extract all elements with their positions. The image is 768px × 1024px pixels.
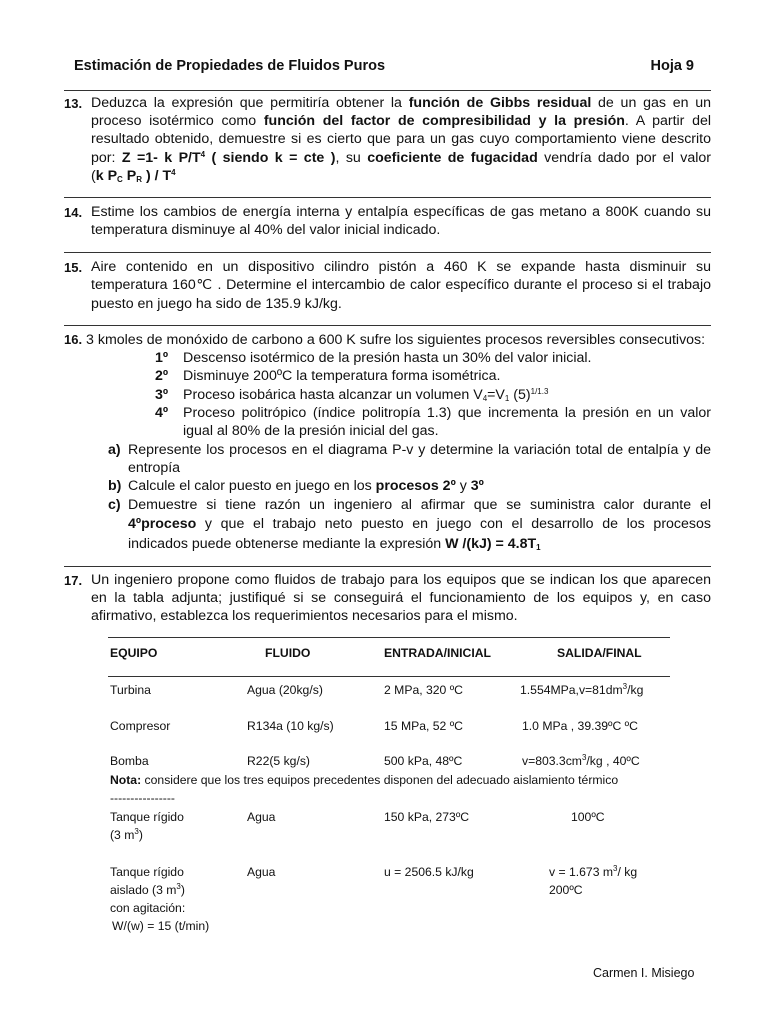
q16-step-2-number: 2º (155, 368, 169, 384)
table-row-1-entrada: 2 MPa, 320 ºC (384, 683, 463, 697)
q15-line-3: puesto en juego ha sido de 135.9 kJ/kg. (91, 296, 342, 312)
q14-number: 14. (64, 205, 83, 220)
table-header-rule (108, 676, 670, 677)
q14-line-2: temperatura disminuye al 40% del valor inicial indicado. (91, 222, 441, 238)
q13-line-1: Deduzca la expresión que permitiría obtener la función de Gibbs residual de un gas en un (91, 95, 711, 111)
rule-15 (64, 325, 711, 326)
table-dashes: ---------------- (110, 791, 175, 805)
table-row-4-equipo-line-1: Tanque rígido (110, 810, 184, 824)
page-header (74, 58, 694, 78)
q16-step-4-line-1: Proceso politrópico (índice politropía 1.3) que incrementa la presión en un valor (183, 405, 711, 421)
q17-line-2: en la tabla adjunta; justifiqué si se conseguirá el funcionamiento de los equipos y, en caso (91, 590, 711, 606)
q15-number: 15. (64, 260, 83, 275)
q16-step-2: Disminuye 200ºC la temperatura forma isométrica. (183, 368, 501, 384)
q16-step-1: Descenso isotérmico de la presión hasta un 30% del valor inicial. (183, 350, 592, 366)
q16-c-line-2: 4ºproceso y que el trabajo neto puesto en juego con el desarrollo de los procesos (128, 516, 711, 532)
q16-step-3: Proceso isobárica hasta alcanzar un volumen $V_4=V_1$ $(5)^{1/1.3}$ (183, 387, 549, 403)
table-row-5-equipo-line-1: Tanque rígido (110, 865, 184, 879)
table-row-4-salida: 100ºC (571, 810, 605, 824)
col-header-fluido: FLUIDO (265, 646, 311, 660)
q16-a-line-1: Represente los procesos en el diagrama P-v y determine la variación total de entalpía y de (128, 442, 711, 458)
table-row-4-equipo-line-2: (3 $m^3$) (110, 827, 143, 842)
table-row-1-equipo: Turbina (110, 683, 151, 697)
table-row-4-fluido: Agua (247, 810, 276, 824)
q16-step-3-number: 3º (155, 387, 169, 403)
header-rule (64, 90, 711, 91)
table-row-3-entrada: 500 kPa, 48ºC (384, 754, 463, 768)
rule-16 (64, 566, 711, 567)
table-row-5-salida-line-1: v = 1.673 $m^3/$ kg (549, 864, 638, 879)
col-header-equipo: EQUIPO (110, 646, 158, 660)
table-row-2-entrada: 15 MPa, 52 ºC (384, 719, 463, 733)
rule-13 (64, 197, 711, 198)
q13-line-4: por: Z =1- k $P/T^4$ ( siendo k = cte ), su coeficiente de fugacidad vendría dado por el valor (91, 150, 712, 166)
table-row-2-fluido: R134a (10 kg/s) (247, 719, 334, 733)
col-header-salida: SALIDA/FINAL (557, 646, 642, 660)
q16-a-line-2: entropía (128, 460, 181, 476)
q16-c-line-1: Demuestre si tiene razón un ingeniero al afirmar que se suministra calor durante el (128, 497, 711, 513)
q15-line-1: Aire contenido en un dispositivo cilindro pistón a 460 K se expande hasta disminuir su (91, 259, 711, 275)
q16-intro: 16. 3 kmoles de monóxido de carbono a 600 K sufre los siguientes procesos reversibles consecutivos: (64, 332, 706, 348)
col-header-entrada: ENTRADA/INICIAL (384, 646, 491, 660)
q16-step-1-number: 1º (155, 350, 169, 366)
table-row-3-equipo: Bomba (110, 754, 149, 768)
table-top-rule (108, 637, 670, 638)
q16-b-label: b) (108, 478, 122, 494)
document-title: Estimación de Propiedades de Fluidos Puros (74, 58, 386, 74)
table-row-1-fluido: Agua (20kg/s) (247, 683, 323, 697)
q16-step-4-number: 4º (155, 405, 169, 421)
table-row-5-entrada: u = 2506.5 kJ/kg (384, 865, 474, 879)
sheet-number: Hoja 9 (650, 58, 694, 74)
table-row-5-equipo-line-4: W/(w) = 15 (t/min) (112, 919, 210, 933)
q17-line-3: afirmativo, establezca los requerimientos necesarios para el mismo. (91, 608, 518, 624)
table-row-3-fluido: R22(5 kg/s) (247, 754, 310, 768)
table-row-5-equipo-line-3: con agitación: (110, 901, 186, 915)
table-note: Nota: considere que los tres equipos precedentes disponen del adecuado aislamiento térmico (110, 773, 619, 787)
q16-c-line-3: indicados puede obtenerse mediante la expresión W $/(kJ) = 4.8T_1$ (128, 536, 541, 552)
table-row-5-equipo-line-2: aislado (3 $m^3$) (110, 882, 185, 897)
q15-line-2: temperatura 160℃ . Determine el intercambio de calor específico durante el proceso si el trabajo (91, 277, 711, 293)
table-row-4-entrada: 150 kPa, 273ºC (384, 810, 470, 824)
q14-line-1: Estime los cambios de energía interna y entalpía específicas de gas metano a 800K cuando su (91, 204, 711, 220)
q13-number: 13. (64, 96, 83, 111)
q13-line-3: resultado obtenido, demuestre si es cierto que para un gas cuyo comportamiento viene descrito (91, 131, 711, 147)
table-row-1-salida: $1.554MPa,v=81dm^3/kg$ (520, 682, 644, 697)
q16-b-line: Calcule el calor puesto en juego en los procesos 2º y 3º (128, 478, 484, 494)
footer-author: Carmen I. Misiego (593, 966, 695, 980)
table-row-5-fluido: Agua (247, 865, 276, 879)
q16-step-4-line-2: igual al 80% de la presión inicial del gas. (183, 423, 439, 439)
table-row-2-equipo: Compresor (110, 719, 171, 733)
table-row-3-salida: $v=803.3cm^3/kg$ , 40ºC (522, 753, 640, 768)
q16-c-label: c) (108, 497, 121, 513)
q17-number: 17. (64, 573, 83, 588)
q13-line-2: proceso isotérmico como función del factor de compresibilidad y la presión. A partir del (91, 113, 712, 129)
rule-14 (64, 252, 711, 253)
table-row-5-salida-line-2: 200ºC (549, 883, 583, 897)
q16-a-label: a) (108, 442, 121, 458)
q13-line-5: (k $P_C$ $P_R$ ) / $T^4$ (91, 168, 176, 184)
q17-line-1: Un ingeniero propone como fluidos de trabajo para los equipos que se indican los que aparecen (91, 572, 711, 588)
table-row-2-salida: 1.0 MPa , 39.39ºC ºC (522, 719, 638, 733)
